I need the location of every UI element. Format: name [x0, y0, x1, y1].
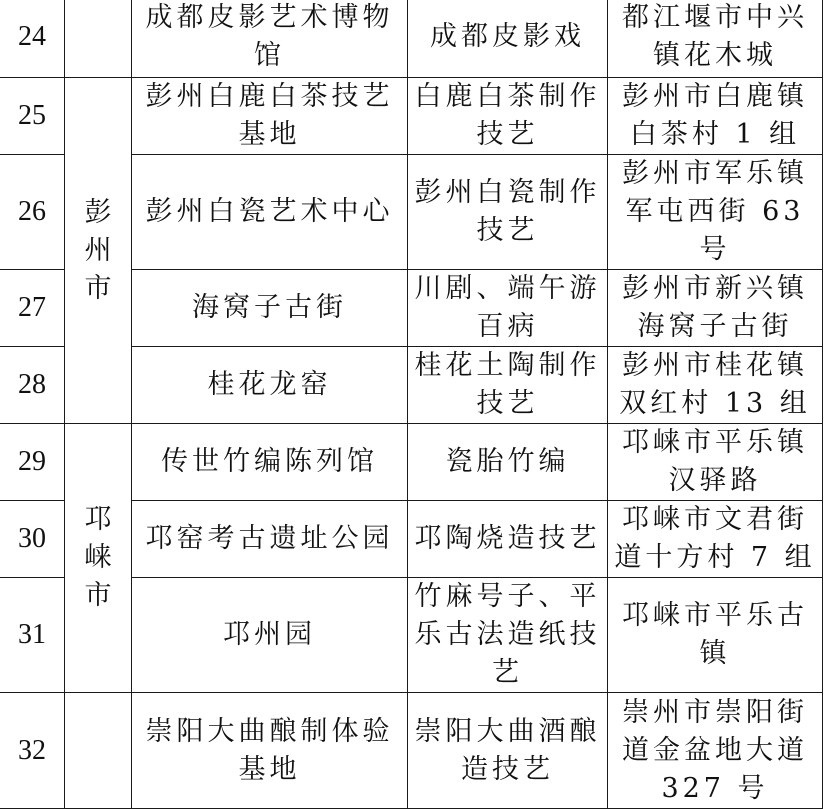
- table-row: [0, 0, 823, 78]
- address-cell: 彭州市桂花镇双红村 13 组: [608, 347, 823, 424]
- address-cell: 邛崃市平乐古镇: [608, 578, 823, 693]
- table-row: [0, 693, 823, 809]
- table-row: [0, 78, 823, 155]
- row-number: 26: [0, 155, 65, 270]
- address-cell: 都江堰市中兴镇花木城: [608, 0, 823, 78]
- address-cell: 邛崃市文君街道十方村 7 组: [608, 501, 823, 578]
- site-cell: 海窝子古街: [132, 270, 408, 347]
- row-number: 27: [0, 270, 65, 347]
- city-cell: [65, 0, 132, 78]
- item-cell: 川剧、端午游百病: [408, 270, 608, 347]
- site-cell: 邛窑考古遗址公园: [132, 501, 408, 578]
- site-cell: 邛州园: [132, 578, 408, 693]
- row-number: 32: [0, 693, 65, 809]
- table-row: [0, 424, 823, 501]
- address-cell: 彭州市白鹿镇白茶村 1 组: [608, 78, 823, 155]
- city-cell: [65, 693, 132, 809]
- item-cell: 彭州白瓷制作技艺: [408, 155, 608, 270]
- item-cell: 邛陶烧造技艺: [408, 501, 608, 578]
- item-cell: 竹麻号子、平乐古法造纸技艺: [408, 578, 608, 693]
- site-cell: 彭州白瓷艺术中心: [132, 155, 408, 270]
- address-cell: 邛崃市平乐镇汉驿路: [608, 424, 823, 501]
- item-cell: 成都皮影戏: [408, 0, 608, 78]
- item-cell: 瓷胎竹编: [408, 424, 608, 501]
- address-cell: 彭州市军乐镇军屯西街 63 号: [608, 155, 823, 270]
- site-cell: 彭州白鹿白茶技艺基地: [132, 78, 408, 155]
- site-cell: 桂花龙窑: [132, 347, 408, 424]
- address-cell: 崇州市崇阳街道金盆地大道 327 号: [608, 693, 823, 809]
- city-cell: 邛崃市: [65, 424, 132, 693]
- row-number: 25: [0, 78, 65, 155]
- item-cell: 白鹿白茶制作技艺: [408, 78, 608, 155]
- row-number: 29: [0, 424, 65, 501]
- site-cell: 成都皮影艺术博物馆: [132, 0, 408, 78]
- row-number: 31: [0, 578, 65, 693]
- row-number: 30: [0, 501, 65, 578]
- item-cell: 桂花土陶制作技艺: [408, 347, 608, 424]
- item-cell: 崇阳大曲酒酿造技艺: [408, 693, 608, 809]
- row-number: 28: [0, 347, 65, 424]
- site-cell: 传世竹编陈列馆: [132, 424, 408, 501]
- address-cell: 彭州市新兴镇海窝子古街: [608, 270, 823, 347]
- site-cell: 崇阳大曲酿制体验基地: [132, 693, 408, 809]
- city-cell: 彭州市: [65, 78, 132, 424]
- row-number: 24: [0, 0, 65, 78]
